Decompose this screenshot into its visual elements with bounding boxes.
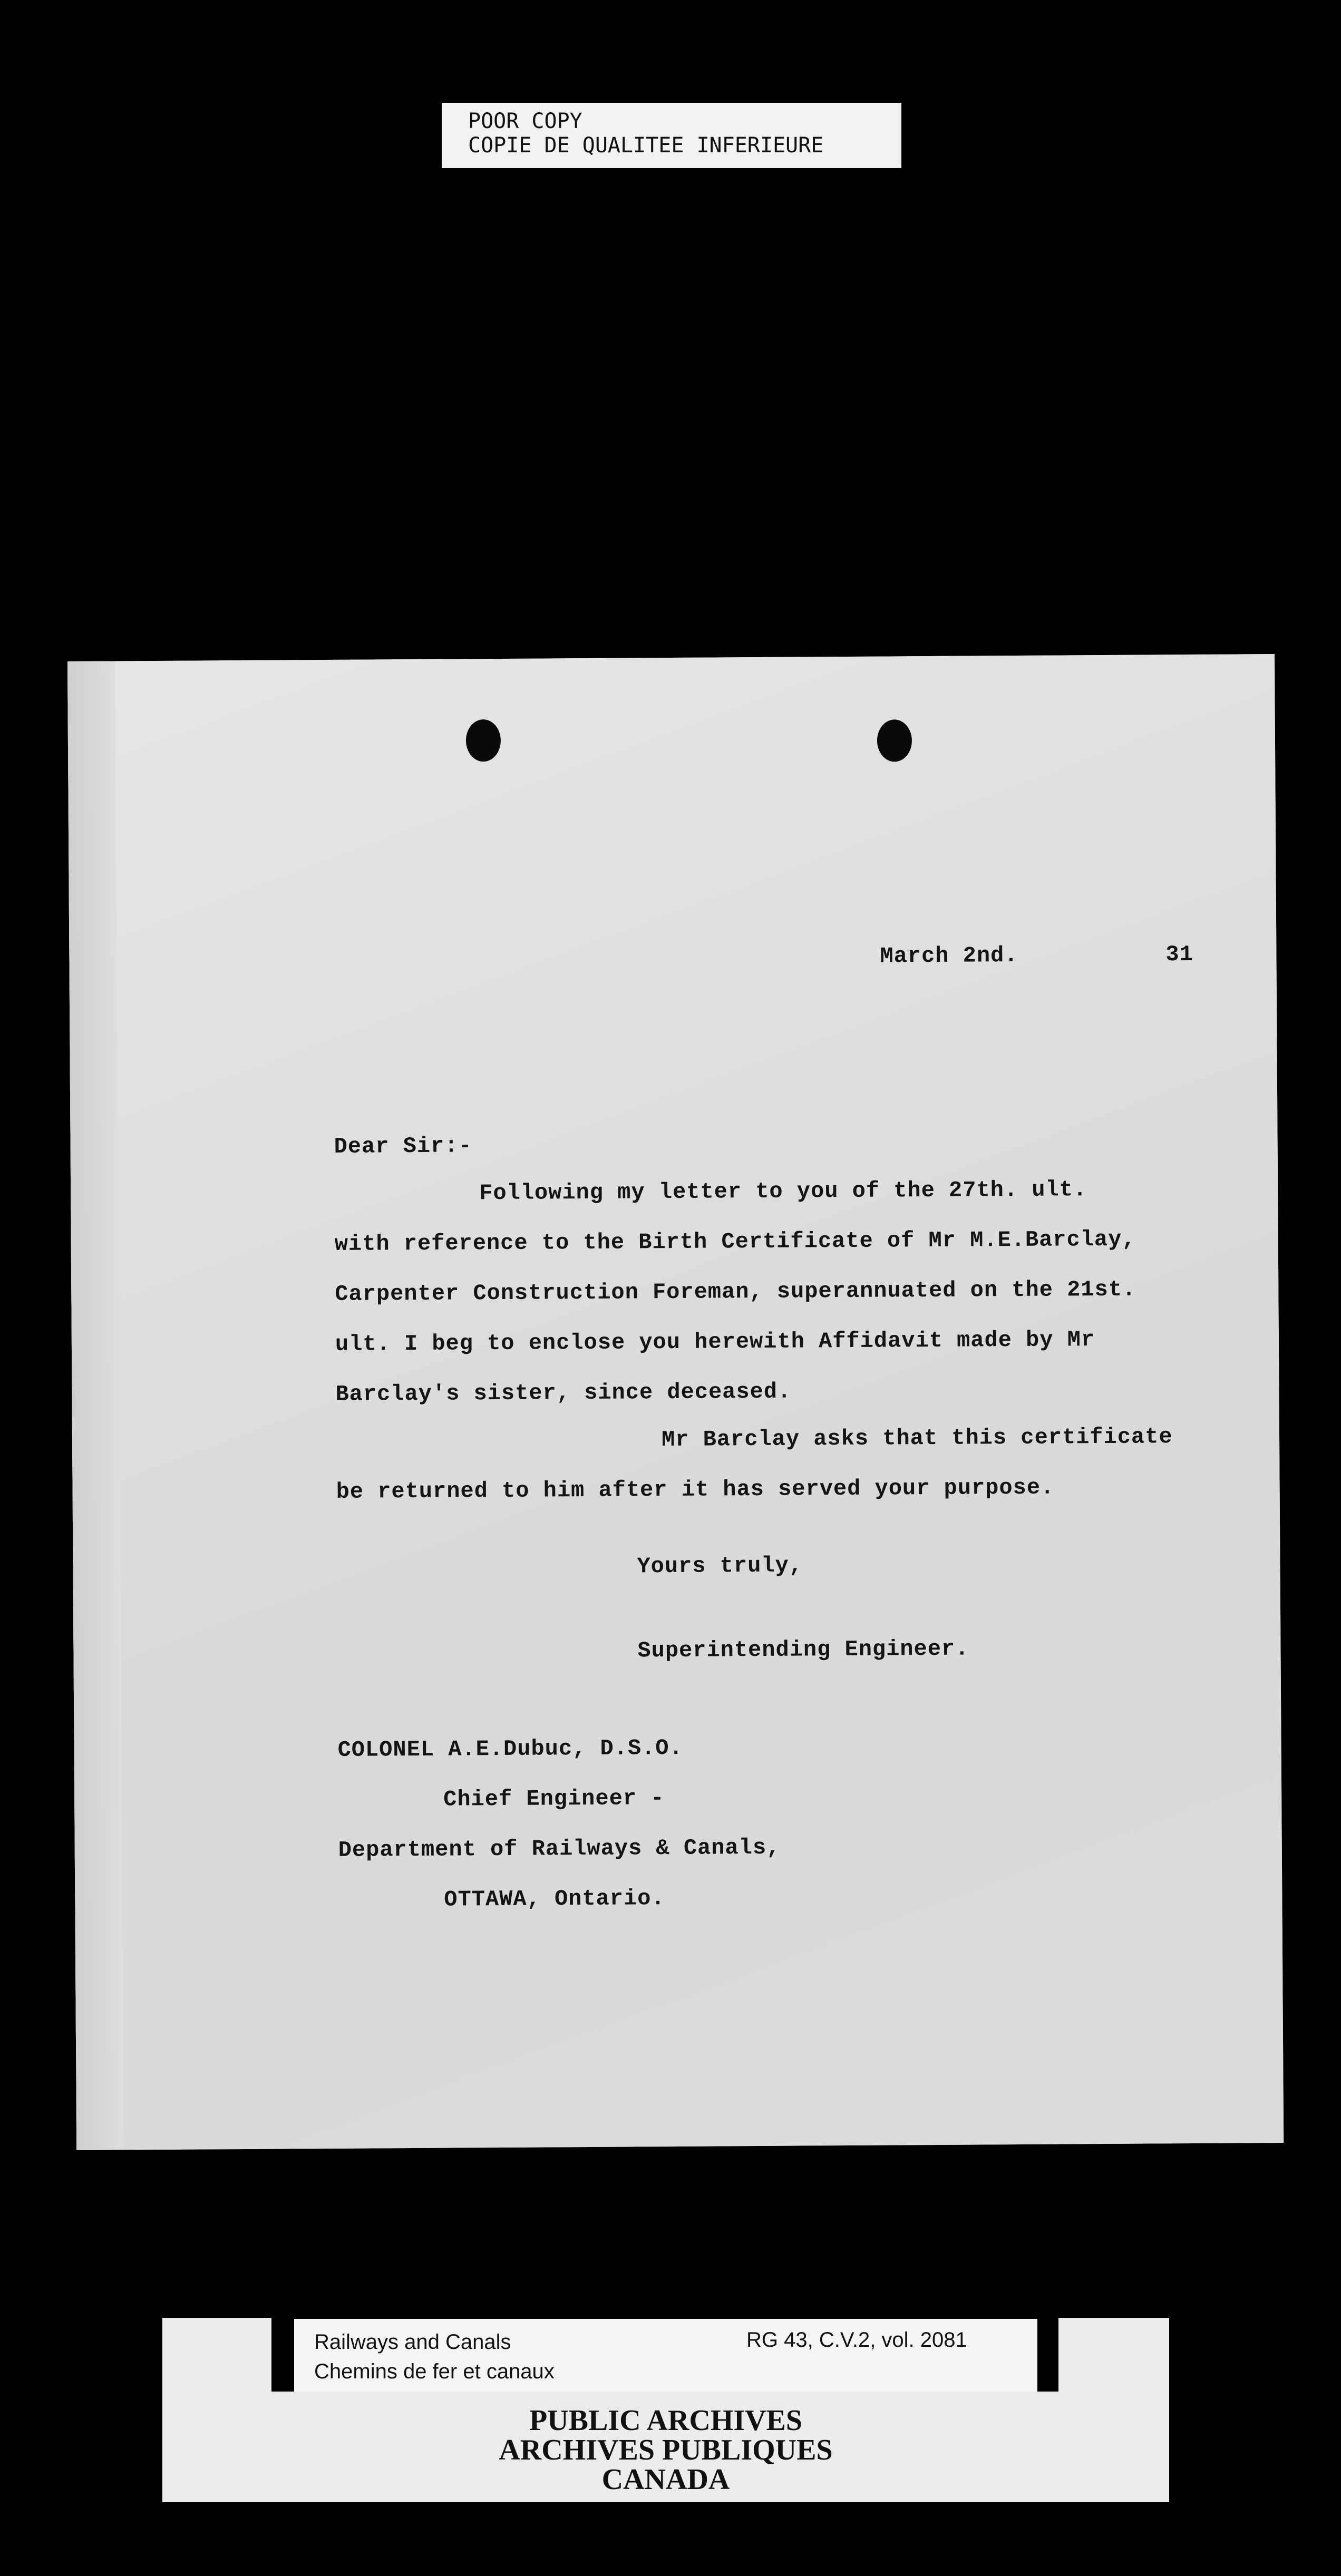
salutation: Dear Sir:- (334, 1133, 472, 1159)
letter-year: 31 (1165, 941, 1194, 968)
archives-line-2: ARCHIVES PUBLIQUES (499, 2434, 833, 2466)
closing: Yours truly, (637, 1553, 803, 1579)
address-line-1: COLONEL A.E.Dubuc, D.S.O. (337, 1735, 683, 1763)
stamp-line-2: COPIE DE QUALITEE INFERIEURE (468, 133, 824, 158)
body-line-1: Following my letter to you of the 27th. ult. (479, 1177, 1087, 1206)
archives-line-1: PUBLIC ARCHIVES (529, 2404, 803, 2437)
series-en: Railways and Canals (314, 2330, 511, 2354)
poor-copy-stamp (442, 103, 901, 168)
series-fr: Chemins de fer et canaux (314, 2360, 555, 2383)
address-line-4: OTTAWA, Ontario. (444, 1886, 665, 1913)
archives-title (162, 2406, 1169, 2494)
body-line-5: Barclay's sister, since deceased. (335, 1379, 792, 1407)
letter-sheet (67, 654, 1284, 2150)
signature-title: Superintending Engineer. (637, 1636, 969, 1664)
punch-hole-left (466, 719, 501, 762)
body-line-6: Mr Barclay asks that this certificate (661, 1424, 1173, 1453)
body-line-4: ult. I beg to enclose you herewith Affidavit made by Mr (335, 1327, 1095, 1357)
archive-reference: RG 43, C.V.2, vol. 2081 (746, 2328, 967, 2351)
address-line-3: Department of Railways & Canals, (338, 1835, 781, 1863)
body-line-2: with reference to the Birth Certificate of Mr M.E.Barclay, (334, 1226, 1136, 1257)
footer-label (294, 2319, 1037, 2392)
letter-date: March 2nd. (880, 942, 1018, 969)
body-line-3: Carpenter Construction Foreman, superannuated on the 21st. (335, 1276, 1136, 1307)
archives-line-3: CANADA (601, 2463, 730, 2496)
body-line-7: be returned to him after it has served your purpose. (336, 1475, 1055, 1505)
punch-hole-right (877, 719, 912, 762)
stamp-line-1: POOR COPY (468, 109, 582, 133)
sheet-fold-shadow (67, 661, 124, 2150)
address-line-2: Chief Engineer - (443, 1785, 665, 1812)
